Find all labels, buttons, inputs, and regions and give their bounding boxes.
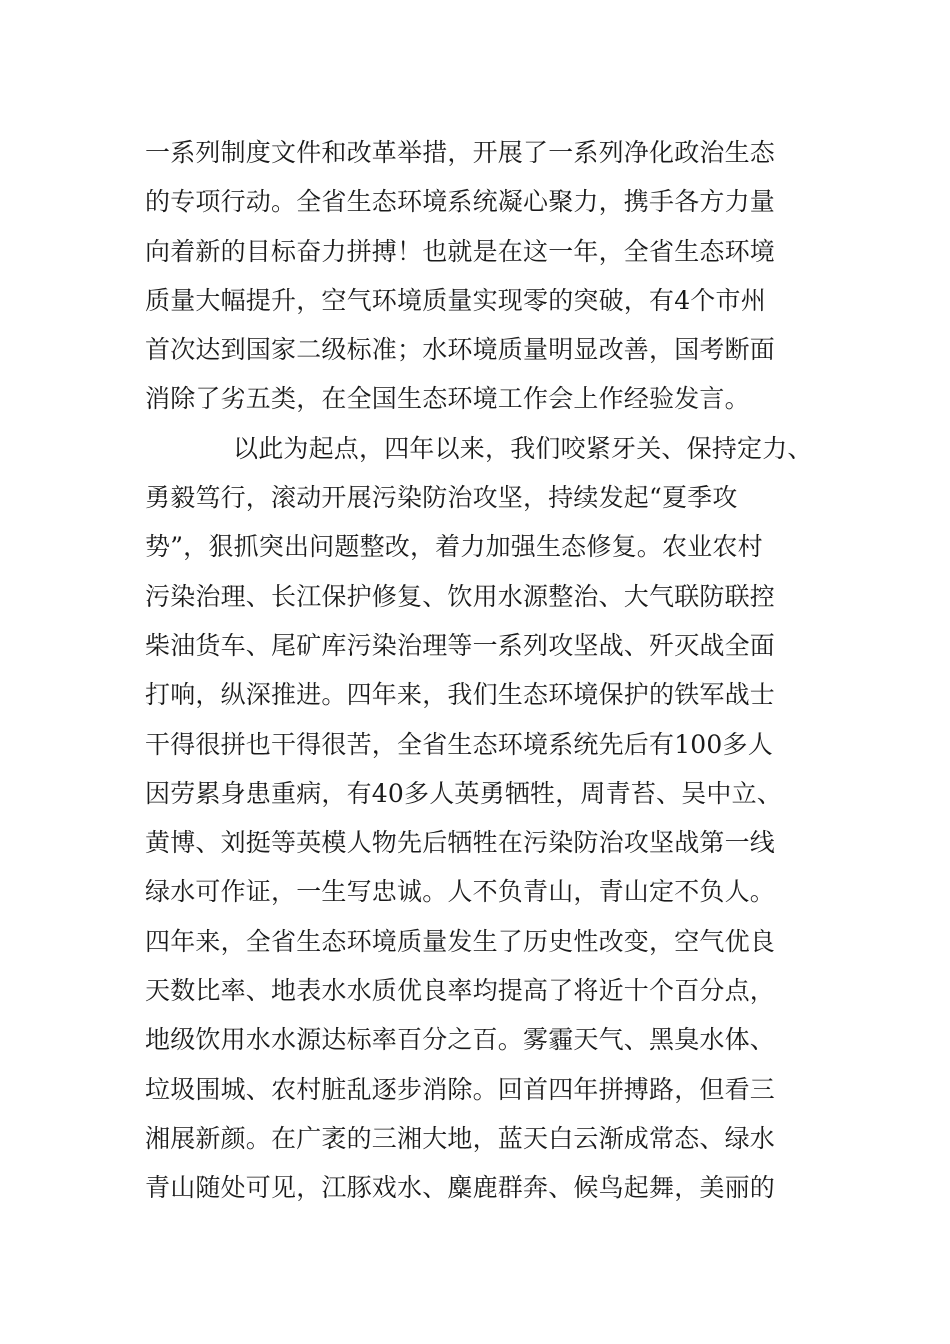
- text-line: 首次达到国家二级标准；水环境质量明显改善，国考断面: [145, 335, 776, 365]
- text-line: 垃圾围城、农村脏乱逐步消除。回首四年拼搏路，但看三: [145, 1074, 776, 1104]
- text-line: 勇毅笃行，滚动开展污染防治攻坚，持续发起“夏季攻: [145, 483, 738, 513]
- text-line: 势”，狠抓突出问题整改，着力加强生态修复。农业农村: [145, 532, 763, 562]
- text-line: 地级饮用水水源达标率百分之百。雾霾天气、黑臭水体、: [145, 1025, 776, 1055]
- text-line: 一系列制度文件和改革举措，开展了一系列净化政治生态: [145, 138, 776, 167]
- text-line: 污染治理、长江保护修复、饮用水源整治、大气联防联控: [145, 581, 776, 611]
- text-line: 因劳累身患重病，有40多人英勇牺牲，周青苔、吴中立、: [145, 778, 783, 808]
- text-line: 绿水可作证，一生写忠诚。人不负青山，青山定不负人。: [145, 877, 776, 907]
- text-line: 消除了劣五类，在全国生态环境工作会上作经验发言。: [145, 384, 750, 414]
- text-line: 打响，纵深推进。四年来，我们生态环境保护的铁军战士: [145, 680, 776, 710]
- text-line: 黄博、刘挺等英模人物先后牺牲在污染防治攻坚战第一线: [145, 828, 776, 858]
- text-line: 向着新的目标奋力拼搏！也就是在这一年，全省生态环境: [145, 236, 776, 266]
- text-line: 的专项行动。全省生态环境系统凝心聚力，携手各方力量: [145, 187, 776, 217]
- text-line: 湘展新颜。在广袤的三湘大地，蓝天白云渐成常态、绿水: [145, 1123, 776, 1153]
- text-line: 四年来，全省生态环境质量发生了历史性改变，空气优良: [145, 926, 776, 956]
- text-line: 青山随处可见，江豚戏水、麋鹿群奔、候鸟起舞，美丽的: [145, 1173, 776, 1203]
- text-line: 质量大幅提升，空气环境质量实现零的突破，有4个市州: [145, 285, 766, 315]
- text-line: 柴油货车、尾矿库污染治理等一系列攻坚战、歼灭战全面: [145, 630, 776, 660]
- text-line: 天数比率、地表水水质优良率均提高了将近十个百分点，: [145, 976, 776, 1006]
- text-line: 干得很拼也干得很苦，全省生态环境系统先后有100多人: [145, 729, 773, 759]
- paragraph-start-line: 以此为起点，四年以来，我们咬紧牙关、保持定力、: [233, 433, 813, 463]
- body-text: [145, 128, 845, 1213]
